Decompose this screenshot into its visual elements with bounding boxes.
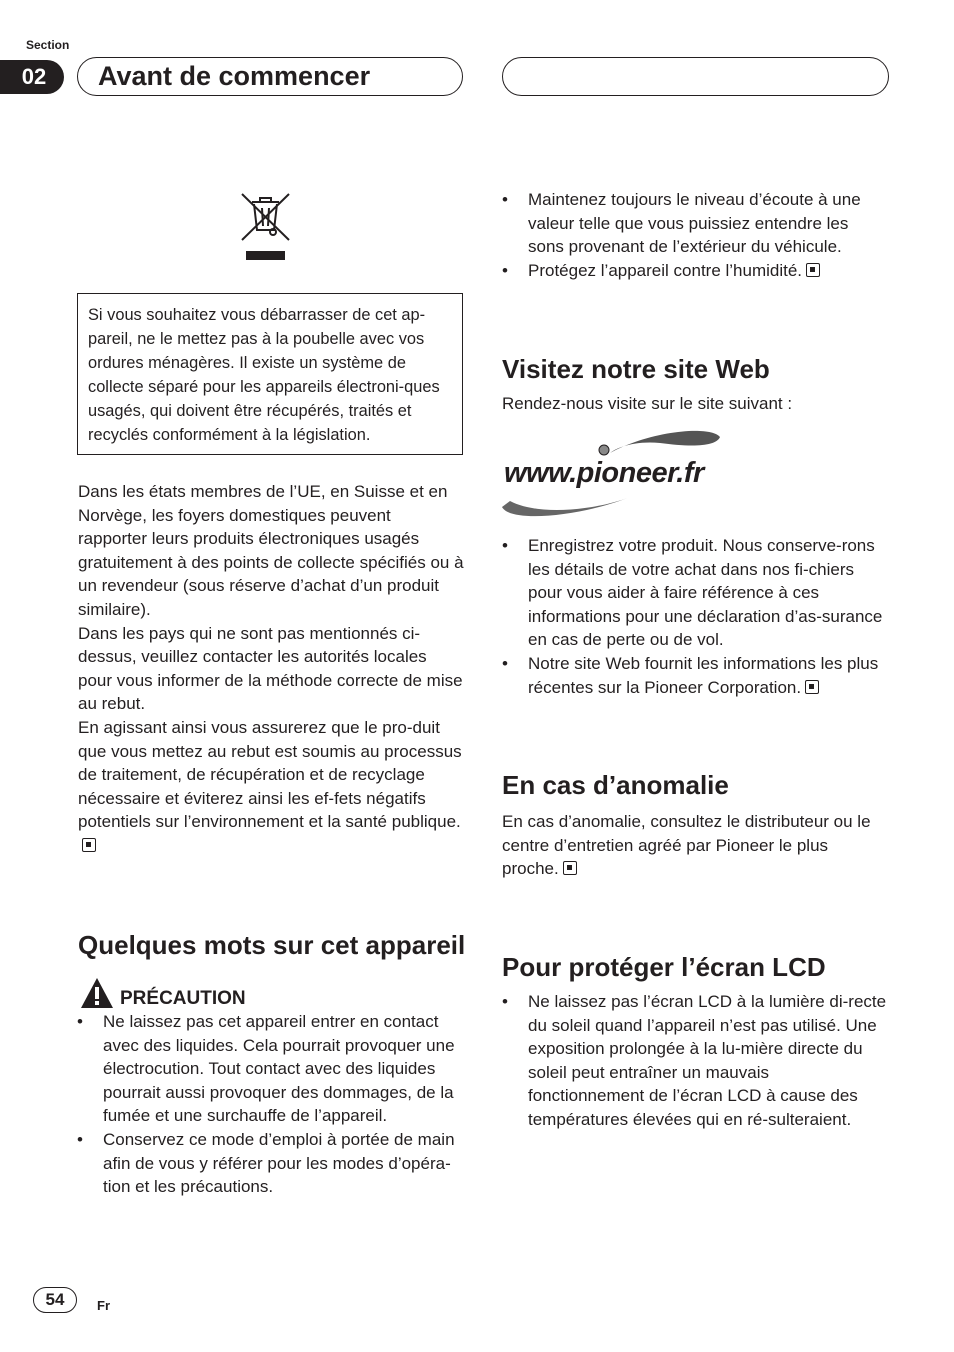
disposal-paragraph: En agissant ainsi vous assurerez que le pro-duit que vous mettez au rebut est soumis au processus de traitement, de récupération et de recyclage nécessaire et éviterez ainsi les ef-fets négatifs potentiels sur l’environnement et la santé publique. [78, 716, 464, 858]
page-title: Avant de commencer [77, 57, 463, 96]
header-empty-box [502, 57, 889, 96]
language-code: Fr [97, 1298, 110, 1313]
anomaly-text-block [502, 810, 888, 881]
website-heading: Visitez notre site Web [502, 354, 770, 384]
disposal-paragraph: Dans les pays qui ne sont pas mentionnés ci-dessus, veuillez contacter les autorités locales pour vous informer de la méthode correcte de mise au rebut. [78, 623, 463, 714]
disposal-notice-box [77, 293, 463, 455]
end-of-section-icon [805, 680, 819, 694]
website-bullets [502, 534, 890, 699]
caution-label: PRÉCAUTION [120, 988, 246, 1009]
end-of-section-icon [563, 861, 577, 875]
section-label: Section [26, 38, 70, 52]
pioneer-url-text[interactable]: www.pioneer.fr [504, 457, 704, 489]
listening-bullets [502, 188, 888, 282]
anomaly-heading: En cas d’anomalie [502, 770, 729, 800]
list-item: • Protégez l’appareil contre l’humidité. [502, 259, 888, 283]
warning-triangle-icon [80, 976, 114, 1010]
anomaly-text: En cas d’anomalie, consultez le distributeur ou le centre d’entretien agréé par Pioneer le plus proche. [502, 812, 871, 879]
weee-crossed-bin-icon [238, 190, 293, 262]
list-item: • Conservez ce mode d’emploi à portée de main afin de vous y référer pour les modes d’opéra-tion et les précautions. [77, 1128, 465, 1199]
about-unit-heading: Quelques mots sur cet appareil [78, 930, 466, 960]
list-item: • Enregistrez votre produit. Nous conserve-rons les détails de votre achat dans nos fi-chiers pour vous aider à faire référence à ces informations pour une déclaration d’as-surance en cas de perte ou de vol. [502, 534, 890, 652]
caution-header [80, 970, 246, 1010]
caution-list [77, 1010, 465, 1199]
list-item: • Ne laissez pas cet appareil entrer en contact avec des liquides. Cela pourrait provoquer une électrocution. Tout contact avec des liquides pourrait aussi provoquer des dommages, de la fumée et une surchauffe de l’appareil. [77, 1010, 465, 1128]
end-of-section-icon [82, 838, 96, 852]
section-number-badge: 02 [0, 60, 64, 94]
lcd-heading: Pour protéger l’écran LCD [502, 952, 826, 982]
pioneer-website-logo [500, 427, 725, 522]
list-item: • Ne laissez pas l’écran LCD à la lumière di-recte du soleil quand l’appareil n’est pas utilisé. Une exposition prolongée à la lu-mière directe du soleil peut entraîner un mauvais fonctionnement de l’écran LCD à cause des températures élevées qui en ré-sulteraient. [502, 990, 888, 1132]
page-number: 54 [33, 1287, 77, 1313]
website-intro: Rendez-nous visite sur le site suivant : [502, 394, 793, 413]
list-item: • Notre site Web fournit les informations les plus récentes sur la Pioneer Corporation. [502, 652, 890, 699]
disposal-notice-text: Si vous souhaitez vous débarrasser de cet ap-pareil, ne le mettez pas à la poubelle avec vos ordures ménagères. Il existe un système de collecte séparé pour les appareils électroni-ques usagés, qui doivent être récupérés, traités et recyclés conformément à la législation. [88, 306, 440, 444]
list-item: • Maintenez toujours le niveau d’écoute à une valeur telle que vous puissiez entendre les sons provenant de l’extérieur du véhicule. [502, 188, 888, 259]
disposal-paragraphs [78, 480, 464, 858]
lcd-bullets [502, 990, 888, 1132]
disposal-paragraph: Dans les états membres de l’UE, en Suisse et en Norvège, les foyers domestiques peuvent rapporter leurs produits électroniques usagés gratuitement à des points de collecte spécifiés ou à un revendeur (sous réserve d’achat d’un produit similaire). [78, 482, 464, 619]
end-of-section-icon [806, 263, 820, 277]
